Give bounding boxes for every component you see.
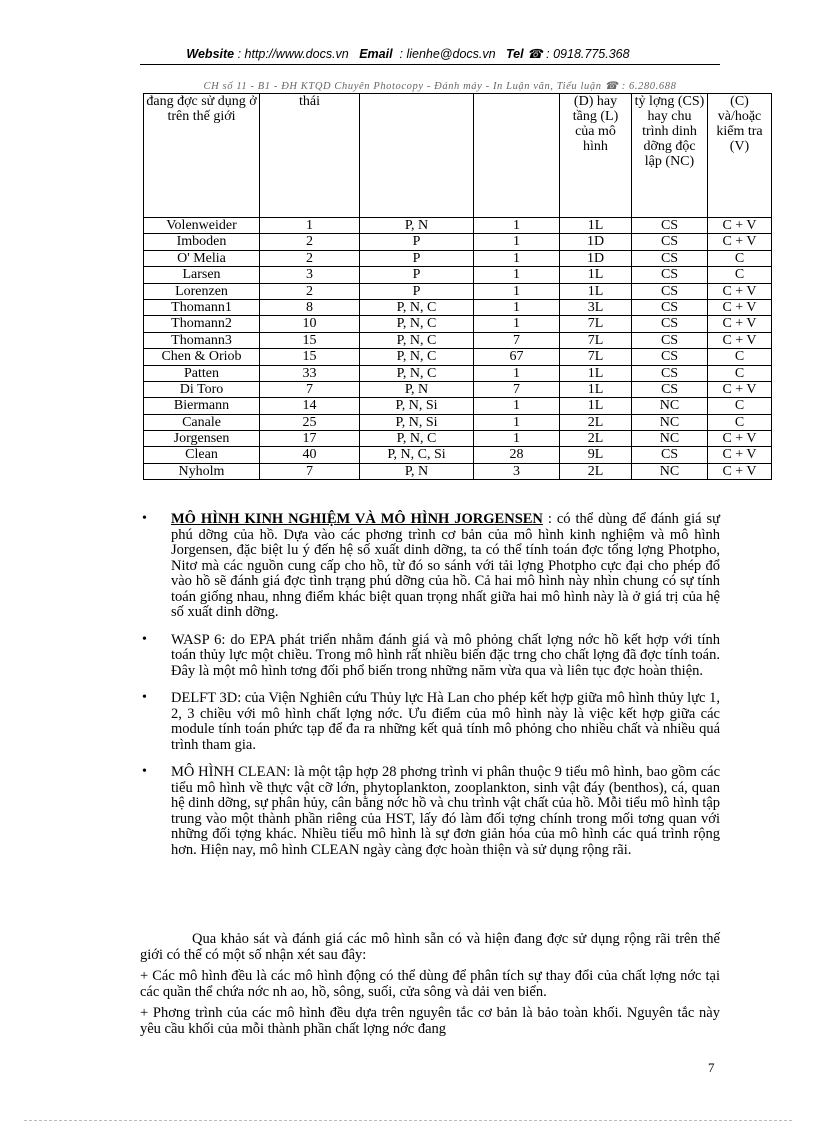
table-header-row [144, 94, 772, 218]
table-cell: 1 [474, 316, 560, 332]
table-cell: CS [632, 218, 708, 234]
header-cell: đang đợc sử dụng ở trên thế giới [144, 94, 260, 218]
table-cell: NC [632, 398, 708, 414]
table-cell: 1L [560, 365, 632, 381]
bullet-item [140, 691, 720, 753]
header-cell: (D) hay tầng (L) của mô hình [560, 94, 632, 218]
bullet-item [140, 765, 720, 858]
table-cell: 2L [560, 431, 632, 447]
table-cell: 1L [560, 218, 632, 234]
bullet-text: MÔ HÌNH CLEAN: là một tập hợp 28 phơng trình vi phân thuộc 9 tiểu mô hình, bao gồm các tiểu mô hình về thực vật cỡ lớn, phytoplankton, zooplankton, sinh vật đáy (benthos), cá, quan hệ dinh dỡng, sự phân hủy, cân bằng nớc hồ và chu trình vật chất của hồ. Mỗi tiểu mô hình tập trung vào một thành phần riêng của HST, lấy đó làm đối tợng chính trong mối tơng quan với những đối tợng khác. Nhiều tiểu mô hình là sự đơn giản hóa của mô hình các quá trình rộng hơn. Hiện nay, mô hình CLEAN ngày càng đợc hoàn thiện và sử dụng rộng rãi. [171, 764, 720, 858]
header-divider [140, 64, 720, 65]
table-cell: Thomann1 [144, 299, 260, 315]
table-cell: C [708, 267, 772, 283]
table-cell: 7L [560, 349, 632, 365]
table-row [144, 332, 772, 348]
bullet-item [140, 633, 720, 680]
table-cell: 3 [260, 267, 360, 283]
table-cell: P, N, Si [360, 414, 474, 430]
table-cell: 67 [474, 349, 560, 365]
table-cell: Patten [144, 365, 260, 381]
table-cell: Nyholm [144, 463, 260, 479]
bullet-icon: • [142, 764, 147, 779]
table-cell: P [360, 267, 474, 283]
table-cell: 15 [260, 349, 360, 365]
email-value[interactable]: : lienhe@docs.vn [399, 47, 496, 61]
table-cell: C + V [708, 332, 772, 348]
phone-icon: ☎ [604, 81, 619, 92]
paragraph: Qua khảo sát và đánh giá các mô hình sẵn có và hiện đang đợc sử dụng rộng rãi trên thế giới có thể có một số nhận xét sau đây: [140, 931, 720, 963]
table-cell: 1 [474, 365, 560, 381]
footer-divider [24, 1120, 792, 1121]
table-cell: 1L [560, 267, 632, 283]
table-cell: C + V [708, 447, 772, 463]
table-cell: Thomann2 [144, 316, 260, 332]
table-cell: 1L [560, 381, 632, 397]
table-cell: CS [632, 234, 708, 250]
table-cell: C + V [708, 283, 772, 299]
table-cell: C + V [708, 381, 772, 397]
table-cell: P, N [360, 463, 474, 479]
table-cell: 2L [560, 414, 632, 430]
bullet-text: : có thể dùng để đánh giá sự phú dỡng của hồ. Dựa vào các phơng trình cơ bản của mô hình kinh nghiệm và mô hình Jorgensen, đặc biệt lu ý đến hệ số xuất dinh dỡng, ta có thể tính toán đợc tổng lợng Photpho, Nitơ mà các nguồn cung cấp cho hồ, từ đó so sánh với tải lợng Photpho cực đại cho phép đổ vào hồ sẽ đánh giá đợc tình trạng phú dỡng của hồ. Cả hai mô hình này nhìn chung có sự tính toán giống nhau, nhng điểm khác biệt quan trọng nhất giữa hai mô hình này là ở giá trị của hệ số xuất dinh dỡng. [171, 511, 720, 620]
table-row [144, 218, 772, 234]
table-cell: Clean [144, 447, 260, 463]
table-cell: P, N, C [360, 349, 474, 365]
table-cell: 9L [560, 447, 632, 463]
table-cell: P, N, C, Si [360, 447, 474, 463]
table-cell: CS [632, 381, 708, 397]
bullet-lead: MÔ HÌNH KINH NGHIỆM VÀ MÔ HÌNH JORGENSEN [171, 511, 543, 527]
table-cell: Imboden [144, 234, 260, 250]
table-cell: O' Melia [144, 250, 260, 266]
table-cell: CS [632, 299, 708, 315]
header-cell [360, 94, 474, 218]
table-cell: CS [632, 250, 708, 266]
bullet-item [140, 512, 720, 621]
table-cell: C [708, 365, 772, 381]
sub-header [160, 80, 720, 92]
phone-icon: ☎ [527, 47, 543, 61]
table-cell: P, N, C [360, 431, 474, 447]
table-cell: P, N, C [360, 332, 474, 348]
table-row [144, 365, 772, 381]
table-cell: CS [632, 283, 708, 299]
table-cell: C [708, 250, 772, 266]
table-cell: 17 [260, 431, 360, 447]
table-cell: 8 [260, 299, 360, 315]
model-table [143, 93, 772, 480]
table-cell: CS [632, 349, 708, 365]
table-cell: CS [632, 365, 708, 381]
body-paragraphs [140, 932, 720, 1043]
table-cell: 40 [260, 447, 360, 463]
table-cell: 1D [560, 234, 632, 250]
table-cell: 28 [474, 447, 560, 463]
table-row [144, 349, 772, 365]
table-cell: 1L [560, 398, 632, 414]
table-cell: 2L [560, 463, 632, 479]
website-label: Website [186, 47, 235, 61]
table-cell: CS [632, 447, 708, 463]
table-cell: P, N, Si [360, 398, 474, 414]
table-row [144, 447, 772, 463]
table-cell: 1 [474, 414, 560, 430]
table-cell: P, N [360, 381, 474, 397]
table-cell: P, N [360, 218, 474, 234]
table-cell: P [360, 250, 474, 266]
table-row [144, 283, 772, 299]
table-cell: Volenweider [144, 218, 260, 234]
table-cell: 7 [474, 381, 560, 397]
paragraph: + Các mô hình đều là các mô hình động có thể dùng để phân tích sự thay đổi của chất lợng nớc tại các quần thể chứa nớc nh ao, hồ, sông, suối, cửa sông và dải ven biển. [140, 968, 720, 1000]
table-cell: P, N, C [360, 299, 474, 315]
table-cell: 1 [474, 218, 560, 234]
table-cell: C + V [708, 431, 772, 447]
table-cell: 7L [560, 316, 632, 332]
table-cell: C [708, 398, 772, 414]
subheader-text: CH số 11 - B1 - ĐH KTQD Chuyên Photocopy - Đánh máy - In Luận văn, Tiểu luận [203, 81, 602, 92]
table-row [144, 414, 772, 430]
table-cell: Di Toro [144, 381, 260, 397]
table-cell: Chen & Oriob [144, 349, 260, 365]
table-cell: P [360, 234, 474, 250]
bullet-icon: • [142, 690, 147, 705]
table-cell: Lorenzen [144, 283, 260, 299]
table-cell: 1 [474, 398, 560, 414]
table-row [144, 234, 772, 250]
table-cell: 1L [560, 283, 632, 299]
table-cell: NC [632, 463, 708, 479]
table-cell: CS [632, 316, 708, 332]
table-row [144, 381, 772, 397]
table-cell: P, N, C [360, 365, 474, 381]
table-cell: Larsen [144, 267, 260, 283]
bullet-icon: • [142, 631, 147, 647]
table-cell: 1 [474, 431, 560, 447]
table-cell: 1 [474, 234, 560, 250]
bullet-text: WASP 6: do EPA phát triển nhằm đánh giá và mô phỏng chất lợng nớc hồ kết hợp với tính toán thủy lực một chiều. Trong mô hình rất nhiều biến đặc trng cho chất lợng đã đợc tính toán. Đây là một mô hình tơng đối phổ biến trong những năm vừa qua và liên tục đợc hoàn thiện. [171, 631, 720, 679]
table-cell: 7L [560, 332, 632, 348]
table-cell: 1 [474, 250, 560, 266]
table-cell: P, N, C [360, 316, 474, 332]
table-cell: Jorgensen [144, 431, 260, 447]
table-cell: 1 [474, 283, 560, 299]
bullet-icon: • [142, 511, 147, 526]
table-cell: 2 [260, 234, 360, 250]
table-cell: CS [632, 267, 708, 283]
header-cell [474, 94, 560, 218]
paragraph: + Phơng trình của các mô hình đều dựa trên nguyên tắc cơ bản là bảo toàn khối. Nguyên tắc này yêu cầu khối của mỗi thành phần chất lợng nớc đang [140, 1005, 720, 1037]
table-cell: CS [632, 332, 708, 348]
table-cell: 10 [260, 316, 360, 332]
page-header [0, 46, 816, 61]
header-cell: tỷ lợng (CS) hay chu trình dinh dỡng độc lập (NC) [632, 94, 708, 218]
page-number: 7 [708, 1060, 715, 1075]
table-cell: C [708, 414, 772, 430]
email-label: Email [359, 47, 393, 61]
table-cell: 1 [474, 267, 560, 283]
table-cell: C + V [708, 316, 772, 332]
subheader-phone: : 6.280.688 [621, 81, 677, 92]
table-cell: 1 [474, 299, 560, 315]
header-cell: thái [260, 94, 360, 218]
table-cell: 25 [260, 414, 360, 430]
table-cell: 7 [474, 332, 560, 348]
table-row [144, 398, 772, 414]
bullet-text: DELFT 3D: của Viện Nghiên cứu Thủy lực Hà Lan cho phép kết hợp giữa mô hình thủy lực 1, 2, 3 chiều với mô hình chất lợng nớc. Ưu điểm của mô hình này là việc kết hợp giữa các module tính toán phức tạp để đa ra những kết quả tính mô phỏng cho nhiều chất và nhiều quá trình tham gia. [171, 690, 720, 753]
tel-value: : 0918.775.368 [546, 47, 630, 61]
table-cell: NC [632, 414, 708, 430]
table-row [144, 431, 772, 447]
table-row [144, 463, 772, 479]
table-cell: NC [632, 431, 708, 447]
bullet-list [140, 512, 720, 870]
table-row [144, 299, 772, 315]
table-cell: C + V [708, 218, 772, 234]
table-cell: 2 [260, 250, 360, 266]
table-cell: C [708, 349, 772, 365]
table-cell: Biermann [144, 398, 260, 414]
table-cell: 7 [260, 381, 360, 397]
table-row [144, 267, 772, 283]
tel-label: Tel [506, 47, 524, 61]
table-cell: 7 [260, 463, 360, 479]
table-cell: 15 [260, 332, 360, 348]
website-value[interactable]: : http://www.docs.vn [237, 47, 349, 61]
table-cell: Thomann3 [144, 332, 260, 348]
table-cell: 33 [260, 365, 360, 381]
table-cell: C + V [708, 463, 772, 479]
table-cell: 3L [560, 299, 632, 315]
table-cell: C + V [708, 299, 772, 315]
table-cell: 1 [260, 218, 360, 234]
table-cell: 14 [260, 398, 360, 414]
table-cell: C + V [708, 234, 772, 250]
table-cell: Canale [144, 414, 260, 430]
table-row [144, 316, 772, 332]
table-row [144, 250, 772, 266]
table-cell: P [360, 283, 474, 299]
table-cell: 3 [474, 463, 560, 479]
table-cell: 2 [260, 283, 360, 299]
table-cell: 1D [560, 250, 632, 266]
header-cell: (C) và/hoặc kiểm tra (V) [708, 94, 772, 218]
